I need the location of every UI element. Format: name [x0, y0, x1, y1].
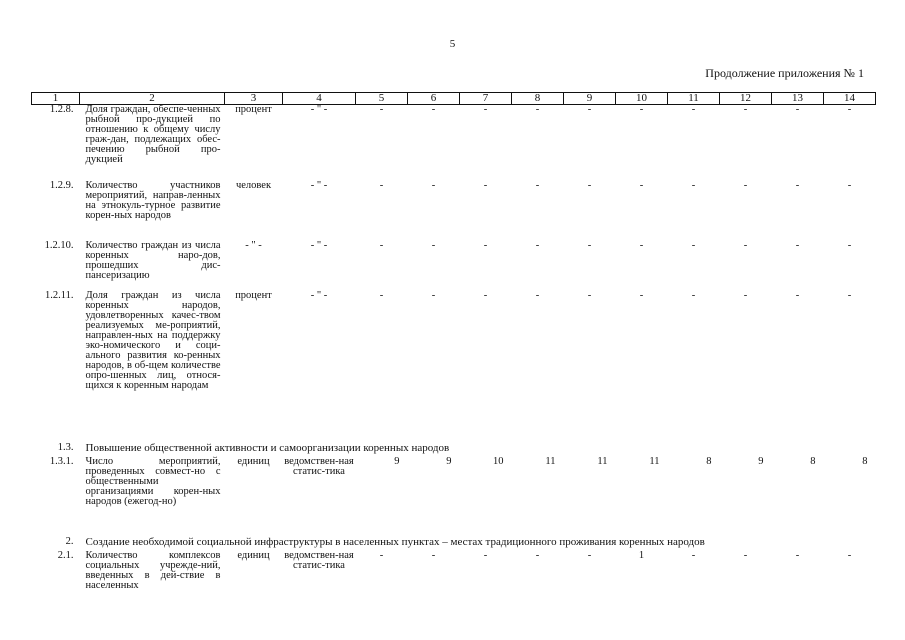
- value-cell: -: [535, 289, 540, 301]
- value-cell: 8: [706, 455, 712, 467]
- data-source: - " -: [310, 179, 328, 191]
- value-cell: -: [639, 179, 644, 191]
- value-cell: -: [795, 104, 800, 115]
- indicator-number: 1.2.11.: [45, 289, 74, 301]
- value-cell: -: [483, 104, 488, 115]
- table-row: [32, 551, 876, 601]
- value-cell: -: [795, 179, 800, 191]
- value-cell: -: [431, 289, 436, 301]
- value-cell: 9: [394, 455, 400, 467]
- column-header-12: 12: [720, 93, 772, 105]
- value-cell: -: [587, 104, 592, 115]
- unit-of-measure: человек: [235, 179, 272, 191]
- section-row: [32, 533, 876, 551]
- column-header-9: 9: [564, 93, 616, 105]
- column-header-14: 14: [824, 93, 876, 105]
- column-header-8: 8: [512, 93, 564, 105]
- indicator-number: 1.2.9.: [49, 179, 74, 191]
- value-cell: -: [691, 239, 696, 251]
- value-cell: 11: [649, 455, 660, 467]
- data-source: - " -: [310, 289, 328, 301]
- value-cell: -: [847, 104, 852, 115]
- value-cell: 9: [446, 455, 452, 467]
- value-cell: -: [743, 239, 748, 251]
- value-cell: -: [743, 104, 748, 115]
- value-cell: -: [847, 289, 852, 301]
- value-cell: -: [743, 549, 748, 561]
- value-cell: -: [483, 239, 488, 251]
- indicators-table: [31, 92, 876, 601]
- table-row: [32, 457, 876, 533]
- section-title: Повышение общественной активности и самоорганизации коренных народов: [85, 441, 450, 454]
- indicator-number: 1.2.10.: [44, 239, 74, 251]
- unit-of-measure: процент: [235, 289, 272, 301]
- value-cell: -: [431, 179, 436, 191]
- value-cell: -: [535, 239, 540, 251]
- value-cell: -: [691, 104, 696, 115]
- table-row: [32, 291, 876, 439]
- value-cell: -: [379, 239, 384, 251]
- value-cell: -: [795, 549, 800, 561]
- page-number: 5: [449, 38, 456, 50]
- value-cell: -: [535, 179, 540, 191]
- data-source: ведомствен-ная статис-тика: [284, 549, 354, 571]
- column-header-6: 6: [408, 93, 460, 105]
- section-number: 2.: [65, 535, 74, 547]
- indicator-name: Количество граждан из числа коренных наро-дов, прошедших дис-пансеризацию: [85, 239, 221, 281]
- data-source: - " -: [310, 239, 328, 251]
- value-cell: -: [431, 549, 436, 561]
- unit-of-measure: единиц: [237, 549, 270, 561]
- value-cell: -: [639, 239, 644, 251]
- value-cell: -: [691, 289, 696, 301]
- value-cell: -: [483, 179, 488, 191]
- column-header-7: 7: [460, 93, 512, 105]
- indicator-name: Число мероприятий, проведенных совмест-но с общественными организациями корен-ных народов (ежегод-но): [85, 455, 221, 507]
- value-cell: -: [743, 179, 748, 191]
- column-number-header-row: [32, 93, 876, 105]
- indicator-name: Доля граждан из числа коренных народов, удовлетворенных качес-твом реализуемых ме-роприятий, направлен-ных на поддержку эко-номического и соци-ального развития ко-ренных народов, в об-щем количестве опро-шенных лиц, относя-щихся к коренным народам: [85, 289, 221, 391]
- value-cell: -: [587, 239, 592, 251]
- unit-of-measure: единиц: [237, 455, 270, 467]
- value-cell: -: [535, 549, 540, 561]
- section-row: [32, 439, 876, 457]
- table-row: [32, 105, 876, 181]
- value-cell: -: [847, 239, 852, 251]
- value-cell: -: [587, 179, 592, 191]
- column-header-2: 2: [80, 93, 225, 105]
- value-cell: -: [691, 549, 696, 561]
- unit-of-measure: - " -: [245, 239, 262, 251]
- value-cell: -: [587, 289, 592, 301]
- value-cell: -: [483, 289, 488, 301]
- value-cell: -: [639, 289, 644, 301]
- value-cell: -: [743, 289, 748, 301]
- indicator-number: 1.2.8.: [49, 104, 74, 115]
- value-cell: 11: [597, 455, 608, 467]
- value-cell: -: [483, 549, 488, 561]
- value-cell: -: [847, 549, 852, 561]
- value-cell: -: [587, 549, 592, 561]
- column-header-10: 10: [616, 93, 668, 105]
- value-cell: -: [379, 549, 384, 561]
- appendix-continuation-label: Продолжение приложения № 1: [705, 66, 864, 80]
- column-header-5: 5: [356, 93, 408, 105]
- data-source: ведомствен-ная статис-тика: [284, 455, 354, 477]
- column-header-4: 4: [283, 93, 356, 105]
- value-cell: -: [379, 179, 384, 191]
- column-header-1: 1: [32, 93, 80, 105]
- unit-of-measure: процент: [235, 104, 272, 115]
- column-header-11: 11: [668, 93, 720, 105]
- value-cell: 1: [638, 549, 645, 561]
- value-cell: 10: [493, 455, 504, 467]
- table-row: [32, 241, 876, 291]
- value-cell: 11: [545, 455, 556, 467]
- value-cell: -: [795, 289, 800, 301]
- indicator-name: Количество комплексов социальных учрежде-ний, введенных в дей-ствие в населенных: [85, 549, 221, 591]
- value-cell: -: [431, 104, 436, 115]
- section-title: Создание необходимой социальной инфраструктуры в населенных пунктах – местах традиционного проживания коренных народов: [85, 535, 705, 548]
- value-cell: -: [639, 104, 644, 115]
- value-cell: -: [795, 239, 800, 251]
- value-cell: -: [535, 104, 540, 115]
- value-cell: -: [379, 289, 384, 301]
- value-cell: -: [431, 239, 436, 251]
- value-cell: 8: [810, 455, 816, 467]
- value-cell: -: [379, 104, 384, 115]
- value-cell: -: [847, 179, 852, 191]
- table-body: [32, 105, 876, 601]
- indicator-name: Доля граждан, обеспе-ченных рыбной про-дукцией по отношению к общему числу граж-дан, подлежащих обес-печению рыбной про-дукцией: [85, 104, 221, 165]
- data-source: - " -: [310, 104, 328, 115]
- section-number: 1.3.: [57, 441, 74, 453]
- indicator-name: Количество участников мероприятий, направ-ленных на этнокуль-турное развитие корен-ных народов: [85, 179, 221, 221]
- column-header-13: 13: [772, 93, 824, 105]
- table-row: [32, 181, 876, 241]
- column-header-3: 3: [225, 93, 283, 105]
- value-cell: 8: [862, 455, 868, 467]
- value-cell: 9: [758, 455, 764, 467]
- indicator-number: 1.3.1.: [49, 455, 74, 467]
- value-cell: -: [691, 179, 696, 191]
- indicator-number: 2.1.: [57, 549, 74, 561]
